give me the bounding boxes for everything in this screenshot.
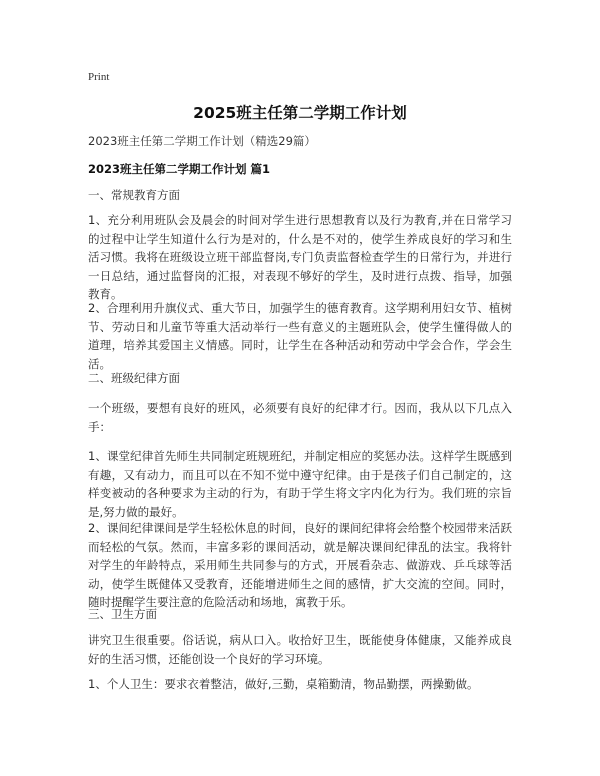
- paragraph-discipline-2: 2、课间纪律课间是学生轻松休息的时间，良好的课间纪律将会给整个校园带来活跃而轻松的气氛。然而，丰富多彩的课间活动，就是解决课间纪律乱的法宝。我将针对学生的年龄特点，采用师生共同参与的方式，开展看杂志、做游戏、乒乓球等活动，使学生既健体又受教育，还能增进师生之间的感情，扩大交流的空间。同时，随时提醒学生要注意的危险活动和场地，寓教于乐。: [88, 521, 512, 609]
- article-heading: 2023班主任第二学期工作计划 篇1: [88, 162, 271, 176]
- paragraph-routine-2: 2、合理利用升旗仪式、重大节日，加强学生的德育教育。这学期利用妇女节、植树节、劳动日和儿童节等重大活动举行一些有意义的主题班队会，使学生懂得做人的道理，培养其爱国主义情感。同时，让学生在各种活动和劳动中学会合作，学会生活。: [88, 301, 512, 371]
- paragraph-discipline-intro: 一个班级，要想有良好的班风，必须要有良好的纪律才行。因而，我从以下几点入手：: [88, 401, 512, 434]
- paragraph-hygiene-intro: 讲究卫生很重要。俗话说，病从口入。收拾好卫生，既能使身体健康，又能养成良好的生活习惯，还能创设一个良好的学习环境。: [88, 633, 512, 666]
- paragraph-hygiene-1: 1、个人卫生：要求衣着整洁，做好,三勤，桌箱勤清，物品勤摆，两操勤做。: [88, 677, 479, 691]
- section-heading-discipline: 二、班级纪律方面: [88, 371, 180, 385]
- section-heading-routine: 一、常规教育方面: [88, 188, 180, 202]
- print-link[interactable]: Print: [88, 71, 110, 83]
- document-subtitle: 2023班主任第二学期工作计划（精选29篇）: [88, 134, 316, 148]
- paragraph-routine-1: 1、充分利用班队会及晨会的时间对学生进行思想教育以及行为教育,并在日常学习的过程中让学生知道什么行为是对的，什么是不对的，使学生养成良好的学习和生活习惯。我将在班级设立班干部监督岗,专门负责监督检查学生的日常行为，并进行一日总结，通过监督岗的汇报，对表现不够好的学生，及时进行点拨、指导，加强教育。: [88, 213, 512, 301]
- document-title: 2025班主任第二学期工作计划: [193, 104, 407, 122]
- section-heading-hygiene: 三、卫生方面: [88, 607, 157, 621]
- paragraph-discipline-1: 1、课堂纪律首先师生共同制定班规班纪，并制定相应的奖惩办法。这样学生既感到有趣，又有动力，而且可以在不知不觉中遵守纪律。由于是孩子们自己制定的，这样变被动的各种要求为主动的行为，有助于学生将文字内化为行为。我们班的宗旨是,努力做的最好。: [88, 449, 512, 519]
